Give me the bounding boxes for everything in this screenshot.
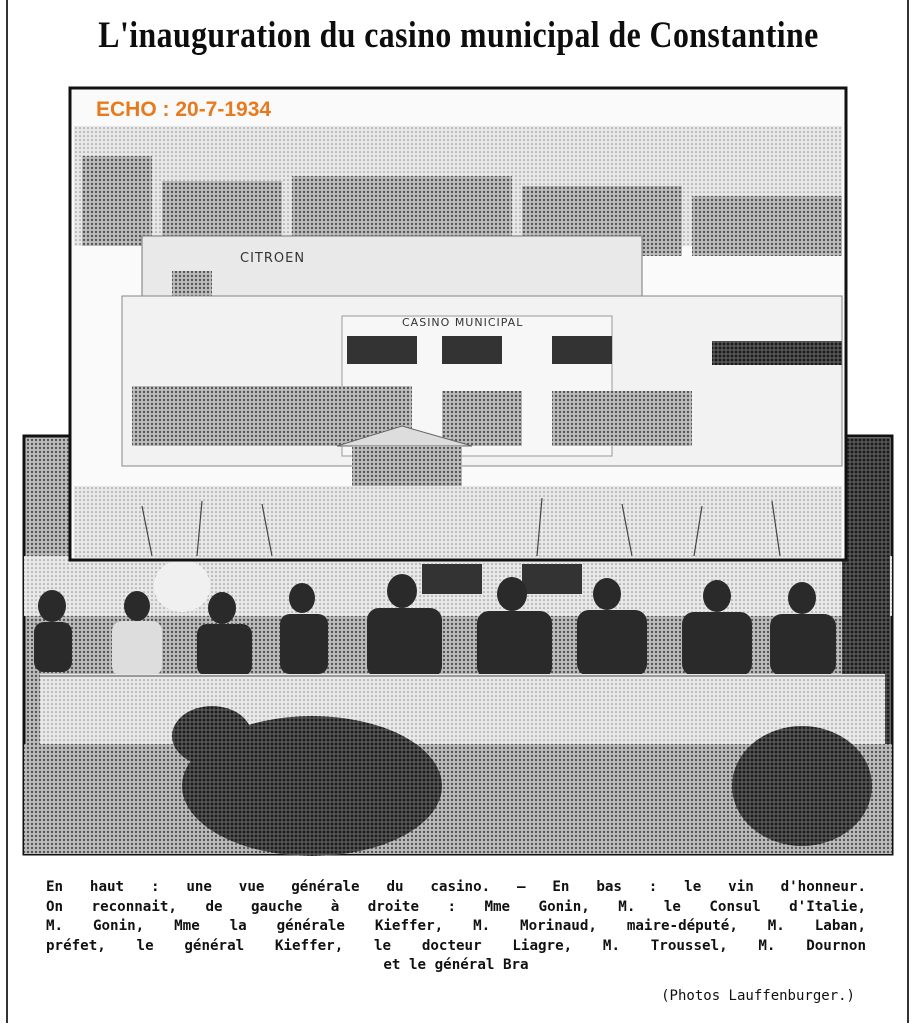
caption-line: préfet, le général Kieffer, le docteur Liagre, M. Troussel, M. Dournon — [46, 937, 866, 954]
casino-photo — [70, 88, 846, 560]
photo-collage — [22, 86, 894, 858]
photo-credit: (Photos Lauffenburger.) — [661, 988, 855, 1004]
caption-line: M. Gonin, Mme la générale Kieffer, M. Morinaud, maire-député, M. Laban, — [46, 918, 866, 934]
echo-date-tag: ECHO : 20-7-1934 — [96, 98, 272, 121]
caption-line: On reconnait, de gauche à droite : Mme Gonin, M. le Consul d'Italie, — [46, 898, 866, 915]
photo-composite — [22, 86, 894, 858]
caption-line: En haut : une vue générale du casino. — En bas : le vin d'honneur. — [46, 879, 866, 895]
caption-line: et le général Bra — [383, 957, 529, 973]
citroen-sign: CITROEN — [240, 251, 306, 266]
casino-sign: CASINO MUNICIPAL — [402, 316, 524, 329]
photo-caption — [46, 878, 866, 976]
headline: L'inauguration du casino municipal de Constantine — [98, 15, 819, 56]
